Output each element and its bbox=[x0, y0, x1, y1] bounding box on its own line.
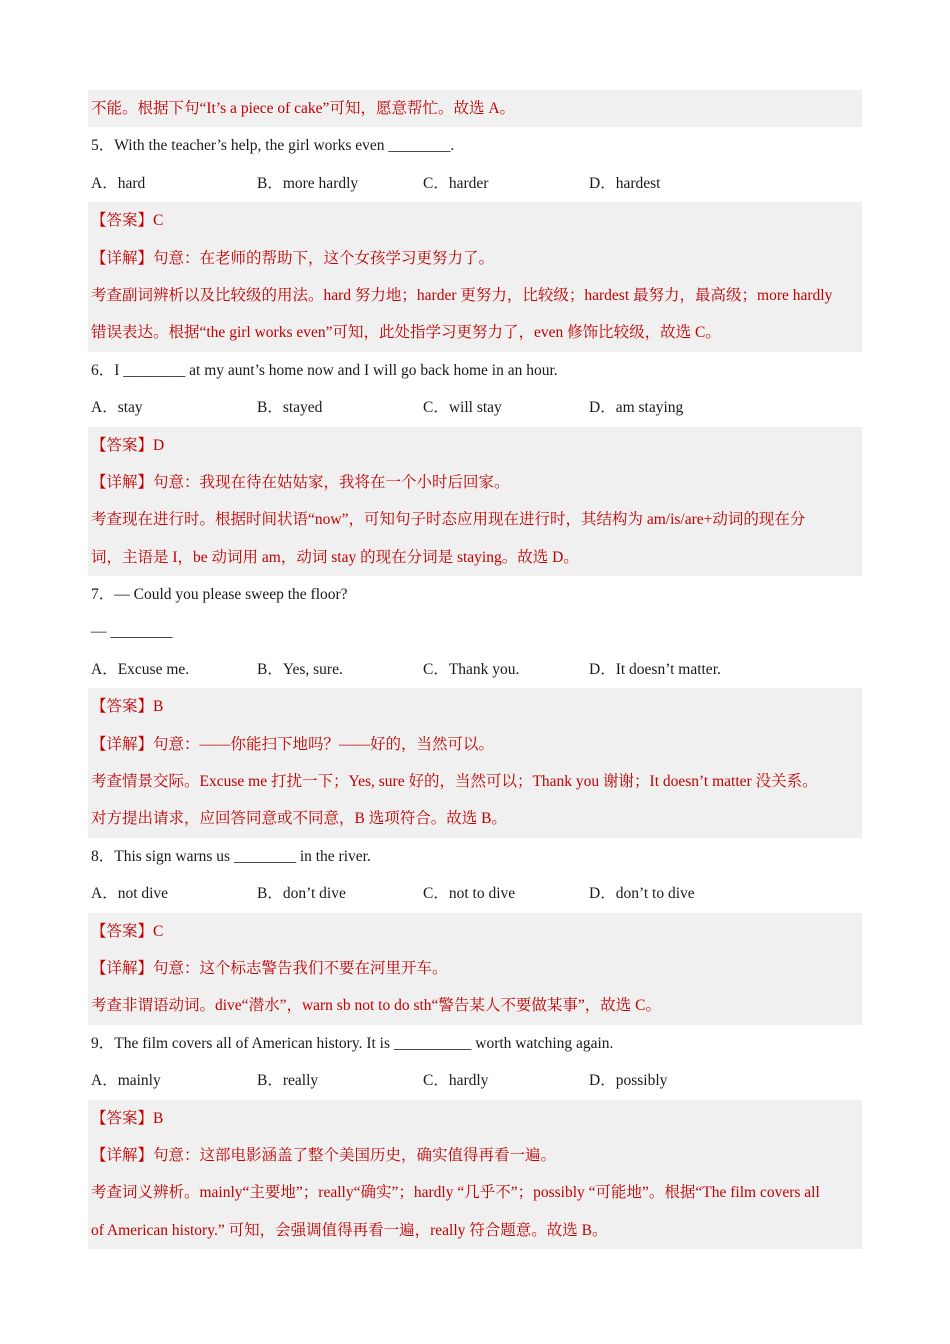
question-stem: 7．— Could you please sweep the floor? bbox=[91, 586, 348, 604]
option-d: D．am staying bbox=[589, 399, 684, 417]
analysis-line: 考查非谓语动词。dive“潜水”，warn sb not to do sth“警告某人不要做某事”，故选 C。 bbox=[88, 987, 862, 1024]
detail-line: 【详解】句意：这部电影涵盖了整个美国历史，确实值得再看一遍。 bbox=[88, 1137, 862, 1174]
option-d: D．don’t to dive bbox=[589, 885, 695, 903]
answer-line: 【答案】B bbox=[88, 688, 862, 725]
option-a: A．not dive bbox=[91, 885, 169, 903]
detail-line: 【详解】句意：我现在待在姑姑家，我将在一个小时后回家。 bbox=[88, 464, 862, 501]
options-row bbox=[88, 389, 862, 426]
options-row bbox=[88, 1062, 862, 1099]
answer-line: 【答案】C bbox=[88, 202, 862, 239]
analysis-line: 考查现在进行时。根据时间状语“now”，可知句子时态应用现在进行时，其结构为 am/is/are+动词的现在分 bbox=[88, 501, 862, 538]
option-c: C．Thank you. bbox=[423, 660, 520, 678]
answer-block bbox=[88, 427, 862, 577]
option-b: B．more hardly bbox=[257, 174, 359, 192]
option-c: C．harder bbox=[423, 174, 489, 192]
detail-line: 【详解】句意：在老师的帮助下，这个女孩学习更努力了。 bbox=[88, 240, 862, 277]
answer-block bbox=[88, 913, 862, 1025]
analysis-line: of American history.” 可知，会强调值得再看一遍，really 符合题意。故选 B。 bbox=[88, 1212, 862, 1249]
analysis-line: 考查情景交际。Excuse me 打扰一下；Yes, sure 好的，当然可以；Thank you 谢谢；It doesn’t matter 没关系。 bbox=[88, 763, 862, 800]
question-stem: 6．I ________ at my aunt’s home now and I will go back home in an hour. bbox=[91, 361, 558, 379]
option-c: C．not to dive bbox=[423, 885, 516, 903]
analysis-line: 考查词义辨析。mainly“主要地”；really“确实”；hardly “几乎不”；possibly “可能地”。根据“The film covers all bbox=[88, 1174, 862, 1211]
analysis-line: 考查副词辨析以及比较级的用法。hard 努力地；harder 更努力，比较级；hardest 最努力，最高级；more hardly bbox=[88, 277, 862, 314]
option-c: C．will stay bbox=[423, 399, 502, 417]
option-b: B．really bbox=[257, 1072, 319, 1090]
option-a: A．Excuse me. bbox=[91, 660, 190, 678]
question-7 bbox=[88, 576, 862, 838]
options-row bbox=[88, 651, 862, 688]
question-6 bbox=[88, 352, 862, 576]
question-stem: 8．This sign warns us ________ in the river. bbox=[91, 847, 371, 865]
answer-line: 【答案】B bbox=[88, 1100, 862, 1137]
question-stem: 5．With the teacher’s help, the girl works even ________. bbox=[91, 137, 455, 155]
question-9 bbox=[88, 1025, 862, 1249]
option-b: B．Yes, sure. bbox=[257, 660, 343, 678]
answer-block bbox=[88, 688, 862, 838]
option-d: D．It doesn’t matter. bbox=[589, 660, 721, 678]
question-5 bbox=[88, 127, 862, 351]
detail-line: 【详解】句意：这个标志警告我们不要在河里开车。 bbox=[88, 950, 862, 987]
document-page bbox=[88, 90, 862, 1249]
question-stem: 9．The film covers all of American history. It is __________ worth watching again. bbox=[91, 1034, 614, 1052]
option-a: A．stay bbox=[91, 399, 143, 417]
answer-block bbox=[88, 202, 862, 352]
options-row bbox=[88, 875, 862, 912]
answer-block bbox=[88, 1100, 862, 1250]
question-stem-reply: — ________ bbox=[91, 623, 173, 641]
analysis-line: 对方提出请求，应回答同意或不同意，B 选项符合。故选 B。 bbox=[88, 800, 862, 837]
option-d: D．possibly bbox=[589, 1072, 668, 1090]
option-d: D．hardest bbox=[589, 174, 661, 192]
detail-line: 【详解】句意：——你能扫下地吗？——好的，当然可以。 bbox=[88, 726, 862, 763]
option-c: C．hardly bbox=[423, 1072, 489, 1090]
analysis-line: 错误表达。根据“the girl works even”可知，此处指学习更努力了，even 修饰比较级，故选 C。 bbox=[88, 314, 862, 351]
answer-line: 【答案】C bbox=[88, 913, 862, 950]
option-a: A．mainly bbox=[91, 1072, 161, 1090]
intro-analysis-line: 不能。根据下句“It’s a piece of cake”可知，愿意帮忙。故选 A。 bbox=[88, 90, 862, 127]
analysis-line: 词，主语是 I，be 动词用 am，动词 stay 的现在分词是 staying。故选 D。 bbox=[88, 539, 862, 576]
question-8 bbox=[88, 838, 862, 1025]
answer-line: 【答案】D bbox=[88, 427, 862, 464]
option-b: B．stayed bbox=[257, 399, 323, 417]
option-b: B．don’t dive bbox=[257, 885, 346, 903]
options-row bbox=[88, 165, 862, 202]
option-a: A．hard bbox=[91, 174, 146, 192]
